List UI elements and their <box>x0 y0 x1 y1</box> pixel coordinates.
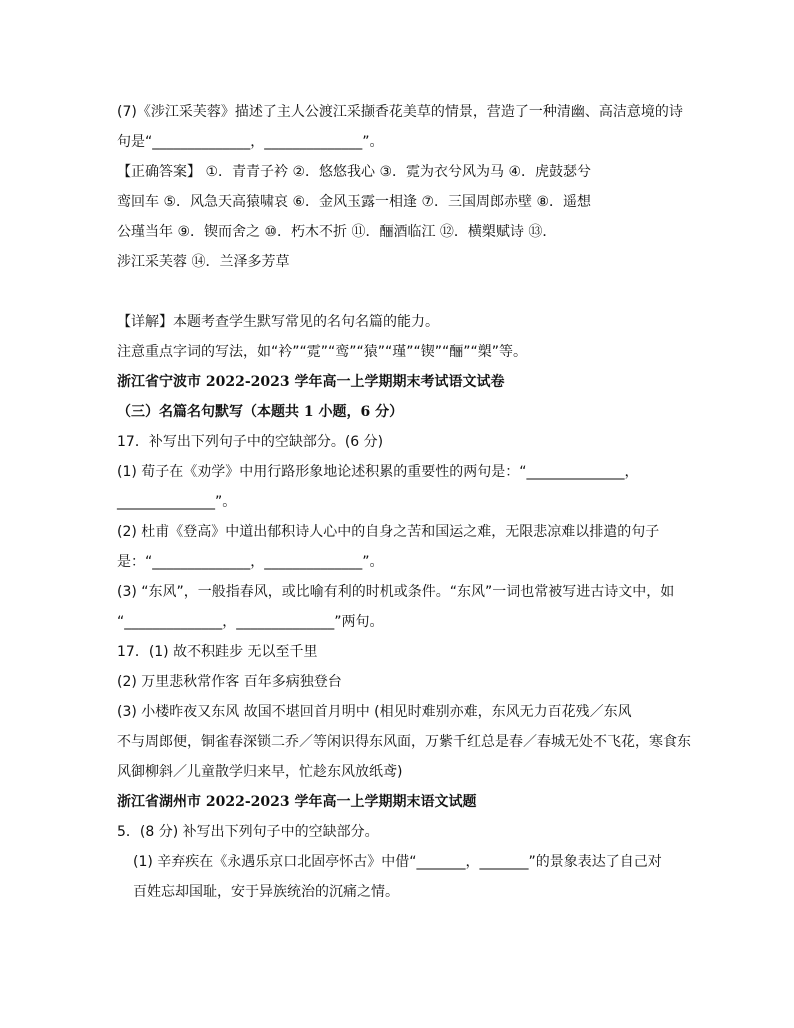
question-17-2-line-1: (2) 杜甫《登高》中道出郁积诗人心中的自身之苦和国运之难，无限悲凉难以排遣的句子 <box>117 524 660 540</box>
answer-17-3-line-2: 不与周郎便，铜雀春深锁二乔／等闲识得东风面，万紫千红总是春／春城无处不飞花，寒食东 <box>117 734 691 750</box>
question-5: 5．(8 分) 补写出下列句子中的空缺部分。 <box>117 824 379 840</box>
question-17-1-line-2: ______________”。 <box>117 494 237 510</box>
question-17: 17．补写出下列句子中的空缺部分。(6 分) <box>117 434 384 450</box>
answer-17-3-line-3: 风御柳斜／儿童散学归来早，忙趁东风放纸鸢) <box>117 764 403 780</box>
answer-17-3-line-1: (3) 小楼昨夜又东风 故国不堪回首月明中 (相见时难别亦难，东风无力百花残／东风 <box>117 704 632 720</box>
section-detail <box>117 307 682 367</box>
question-7-line-1: (7)《涉江采芙蓉》描述了主人公渡江采撷香花美草的情景，营造了一种清幽、高洁意境的诗 <box>117 104 683 120</box>
question-7-line-2: 句是“______________，______________”。 <box>117 134 384 150</box>
exam-heading-ningbo: 浙江省宁波市 2022-2023 学年高一上学期期末考试语文试卷 <box>117 374 505 390</box>
section-answers-previous <box>117 97 682 277</box>
answer-17-1: 17．(1) 故不积跬步 无以至千里 <box>117 644 318 660</box>
answer-17-2: (2) 万里悲秋常作客 百年多病独登台 <box>117 674 342 690</box>
question-17-1-line-1: (1) 荀子在《劝学》中用行路形象地论述积累的重要性的两句是：“______________， <box>117 464 639 480</box>
section-huzhou <box>117 787 682 907</box>
question-17-2-line-2: 是：“______________，______________”。 <box>117 554 384 570</box>
detail-line-2: 注意重点字词的写法，如“衿”“霓”“鸾”“猿”“瑾”“锲”“酾”“槊”等。 <box>117 344 528 360</box>
question-5-1-line-1: (1) 辛弃疾在《永遇乐京口北固亭怀古》中借“_______，_______”的景象表达了自己对 <box>133 854 662 870</box>
section-ningbo <box>117 367 691 787</box>
question-17-3-line-2: “______________，______________”两句。 <box>117 614 384 630</box>
correct-answer-line-1: 【正确答案】 ①．青青子衿 ②．悠悠我心 ③．霓为衣兮风为马 ④．虎鼓瑟兮 <box>117 164 592 180</box>
correct-answer-line-3: 公瑾当年 ⑨．锲而舍之 ⑩．朽木不折 ⑪．酾酒临江 ⑫．横槊赋诗 ⑬． <box>117 224 557 240</box>
question-5-1-line-2: 百姓忘却国耻，安于异族统治的沉痛之情。 <box>133 884 399 900</box>
exam-heading-huzhou: 浙江省湖州市 2022-2023 学年高一上学期期末语文试题 <box>117 794 477 810</box>
section-subheading: （三）名篇名句默写（本题共 1 小题，6 分） <box>117 404 404 420</box>
question-17-3-line-1: (3) “东风”，一般指春风，或比喻有利的时机或条件。“东风”一词也常被写进古诗文中，如 <box>117 584 675 600</box>
correct-answer-line-2: 鸾回车 ⑤．风急天高猿啸哀 ⑥．金风玉露一相逢 ⑦．三国周郎赤壁 ⑧．遥想 <box>117 194 592 210</box>
detail-line-1: 【详解】本题考查学生默写常见的名句名篇的能力。 <box>117 314 439 330</box>
correct-answer-line-4: 涉江采芙蓉 ⑭．兰泽多芳草 <box>117 254 290 270</box>
